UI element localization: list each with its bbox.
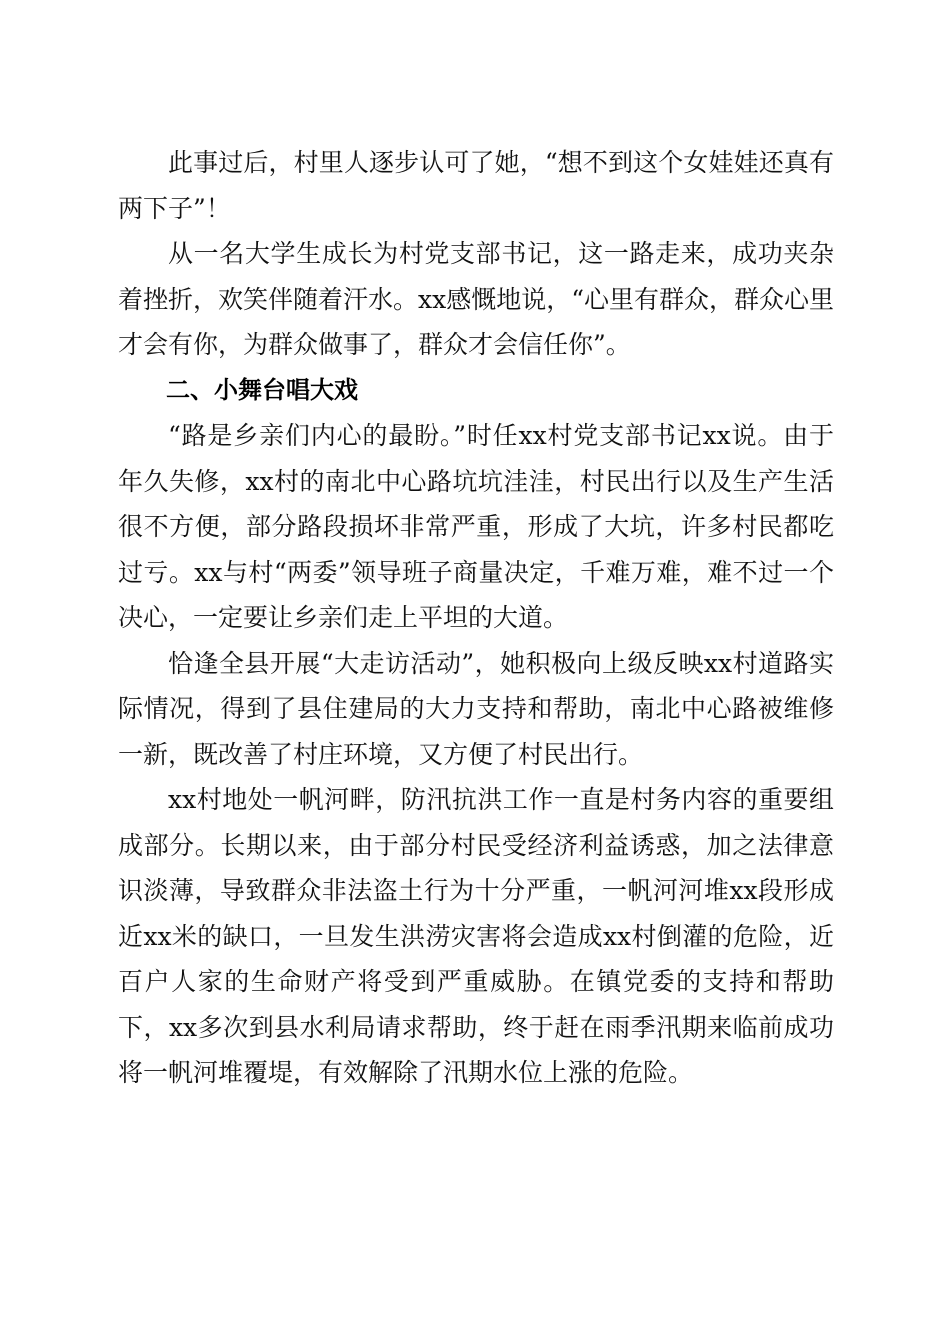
document-body bbox=[118, 140, 834, 1096]
paragraph: 从一名大学生成长为村党支部书记，这一路走来，成功夹杂着挫折，欢笑伴随着汗水。xx感慨地说，“心里有群众，群众心里才会有你，为群众做事了，群众才会信任你”。 bbox=[118, 239, 834, 359]
paragraph: 此事过后，村里人逐步认可了她，“想不到这个女娃娃还真有两下子”！ bbox=[118, 148, 834, 223]
paragraph: “路是乡亲们内心的最盼。”时任xx村党支部书记xx说。由于年久失修，xx村的南北中心路坑坑洼洼，村民出行以及生产生活很不方便，部分路段损坏非常严重，形成了大坑，许多村民都吃过亏。xx与村“两委”领导班子商量决定，千难万难，难不过一个决心，一定要让乡亲们走上平坦的大道。 bbox=[118, 421, 834, 632]
section-heading: 二、小舞台唱大戏 bbox=[166, 375, 358, 404]
paragraph: xx村地处一帆河畔，防汛抗洪工作一直是村务内容的重要组成部分。长期以来，由于部分村民受经济利益诱惑，加之法律意识淡薄，导致群众非法盗土行为十分严重，一帆河河堆xx段形成近xx米的缺口，一旦发生洪涝灾害将会造成xx村倒灌的危险，近百户人家的生命财产将受到严重威胁。在镇党委的支持和帮助下，xx多次到县水利局请求帮助，终于赶在雨季汛期来临前成功将一帆河堆覆堤，有效解除了汛期水位上涨的危险。 bbox=[118, 785, 834, 1087]
paragraph: 恰逢全县开展“大走访活动”，她积极向上级反映xx村道路实际情况，得到了县住建局的大力支持和帮助，南北中心路被维修一新，既改善了村庄环境，又方便了村民出行。 bbox=[118, 648, 834, 769]
